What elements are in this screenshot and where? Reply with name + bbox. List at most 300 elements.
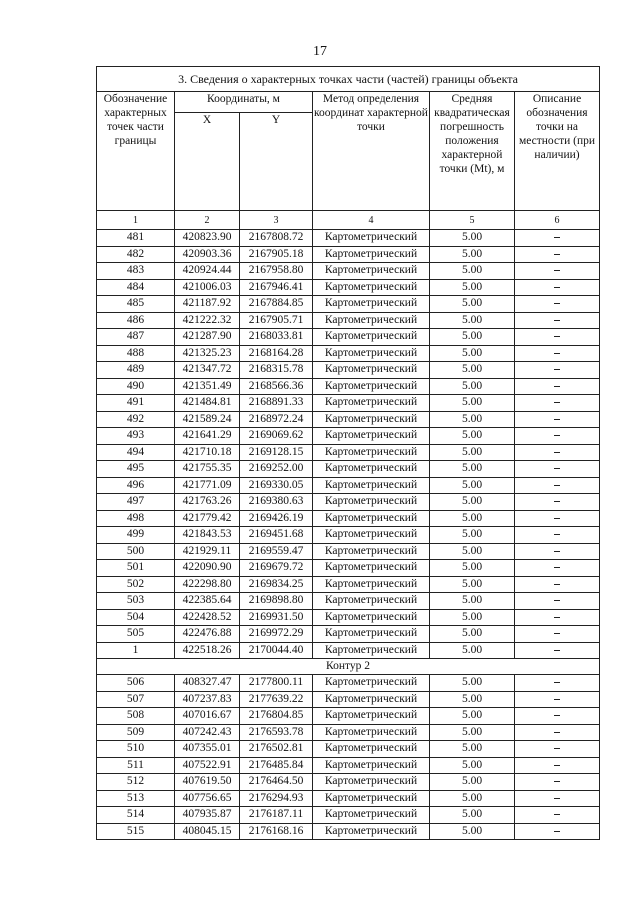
dash-mark — [554, 732, 560, 733]
dash-mark — [554, 650, 560, 651]
accuracy: 5.00 — [430, 329, 515, 346]
table-row — [97, 790, 600, 807]
point-id: 1 — [97, 642, 175, 659]
dash-mark — [554, 617, 560, 618]
table-row — [97, 593, 600, 610]
description — [515, 362, 600, 379]
description — [515, 527, 600, 544]
dash-mark — [554, 699, 560, 700]
dash-mark — [554, 254, 560, 255]
dash-mark — [554, 518, 560, 519]
table-row — [97, 823, 600, 840]
coord-y: 2176485.84 — [240, 757, 313, 774]
table-row — [97, 626, 600, 643]
accuracy: 5.00 — [430, 411, 515, 428]
method: Картометрический — [313, 246, 430, 263]
table-row — [97, 494, 600, 511]
description — [515, 263, 600, 280]
coord-y: 2176294.93 — [240, 790, 313, 807]
coord-y: 2169451.68 — [240, 527, 313, 544]
coord-y: 2176464.50 — [240, 774, 313, 791]
dash-mark — [554, 320, 560, 321]
table-row — [97, 395, 600, 412]
table-row — [97, 296, 600, 313]
accuracy: 5.00 — [430, 263, 515, 280]
description — [515, 642, 600, 659]
table-row — [97, 428, 600, 445]
point-id: 511 — [97, 757, 175, 774]
description — [515, 230, 600, 247]
method: Картометрический — [313, 626, 430, 643]
table-row — [97, 642, 600, 659]
dash-mark — [554, 814, 560, 815]
point-id: 501 — [97, 560, 175, 577]
accuracy: 5.00 — [430, 626, 515, 643]
coord-y: 2167808.72 — [240, 230, 313, 247]
point-id: 493 — [97, 428, 175, 445]
point-id: 512 — [97, 774, 175, 791]
dash-mark — [554, 633, 560, 634]
method: Картометрический — [313, 593, 430, 610]
method: Картометрический — [313, 230, 430, 247]
column-number: 6 — [515, 211, 600, 230]
point-id: 506 — [97, 675, 175, 692]
accuracy: 5.00 — [430, 279, 515, 296]
coord-y: 2169252.00 — [240, 461, 313, 478]
description — [515, 444, 600, 461]
method: Картометрический — [313, 691, 430, 708]
contour-heading-row — [97, 659, 600, 675]
table-row — [97, 510, 600, 527]
method: Картометрический — [313, 510, 430, 527]
description — [515, 428, 600, 445]
description — [515, 724, 600, 741]
coord-x: 422298.80 — [175, 576, 240, 593]
column-number: 1 — [97, 211, 175, 230]
coord-y: 2176502.81 — [240, 741, 313, 758]
coord-y: 2168033.81 — [240, 329, 313, 346]
table-row — [97, 560, 600, 577]
accuracy: 5.00 — [430, 395, 515, 412]
table-row — [97, 724, 600, 741]
dash-mark — [554, 584, 560, 585]
header-point-designation: Обозначение характерных точек части границы — [97, 92, 175, 211]
point-id: 505 — [97, 626, 175, 643]
accuracy: 5.00 — [430, 807, 515, 824]
description — [515, 329, 600, 346]
table-row — [97, 757, 600, 774]
accuracy: 5.00 — [430, 593, 515, 610]
dash-mark — [554, 419, 560, 420]
coord-y: 2169128.15 — [240, 444, 313, 461]
description — [515, 395, 600, 412]
accuracy: 5.00 — [430, 708, 515, 725]
point-id: 484 — [97, 279, 175, 296]
table-row — [97, 609, 600, 626]
header-coordinates: Координаты, м — [175, 92, 313, 113]
coord-y: 2169834.25 — [240, 576, 313, 593]
method: Картометрический — [313, 378, 430, 395]
accuracy: 5.00 — [430, 609, 515, 626]
coord-x: 421710.18 — [175, 444, 240, 461]
method: Картометрический — [313, 263, 430, 280]
accuracy: 5.00 — [430, 675, 515, 692]
coord-x: 407935.87 — [175, 807, 240, 824]
coord-y: 2169330.05 — [240, 477, 313, 494]
coord-x: 408045.15 — [175, 823, 240, 840]
coord-y: 2176593.78 — [240, 724, 313, 741]
table-row — [97, 329, 600, 346]
accuracy: 5.00 — [430, 527, 515, 544]
method: Картометрический — [313, 461, 430, 478]
coord-x: 408327.47 — [175, 675, 240, 692]
description — [515, 510, 600, 527]
table-row — [97, 543, 600, 560]
dash-mark — [554, 303, 560, 304]
coord-x: 421484.81 — [175, 395, 240, 412]
coord-x: 421222.32 — [175, 312, 240, 329]
point-id: 504 — [97, 609, 175, 626]
point-id: 515 — [97, 823, 175, 840]
point-id: 483 — [97, 263, 175, 280]
dash-mark — [554, 781, 560, 782]
method: Картометрический — [313, 560, 430, 577]
coord-y: 2168891.33 — [240, 395, 313, 412]
coord-x: 420903.36 — [175, 246, 240, 263]
method: Картометрический — [313, 428, 430, 445]
method: Картометрический — [313, 741, 430, 758]
coord-y: 2168566.36 — [240, 378, 313, 395]
coord-x: 421006.03 — [175, 279, 240, 296]
dash-mark — [554, 468, 560, 469]
method: Картометрический — [313, 279, 430, 296]
point-id: 509 — [97, 724, 175, 741]
coord-x: 407619.50 — [175, 774, 240, 791]
dash-mark — [554, 765, 560, 766]
dash-mark — [554, 748, 560, 749]
accuracy: 5.00 — [430, 757, 515, 774]
dash-mark — [554, 501, 560, 502]
coord-x: 421287.90 — [175, 329, 240, 346]
accuracy: 5.00 — [430, 246, 515, 263]
coord-x: 421187.92 — [175, 296, 240, 313]
coord-x: 407756.65 — [175, 790, 240, 807]
coord-x: 407522.91 — [175, 757, 240, 774]
coord-x: 421755.35 — [175, 461, 240, 478]
method: Картометрический — [313, 362, 430, 379]
description — [515, 790, 600, 807]
description — [515, 246, 600, 263]
method: Картометрический — [313, 774, 430, 791]
dash-mark — [554, 402, 560, 403]
method: Картометрический — [313, 708, 430, 725]
coord-y: 2169069.62 — [240, 428, 313, 445]
point-id: 482 — [97, 246, 175, 263]
point-id: 500 — [97, 543, 175, 560]
coord-x: 422476.88 — [175, 626, 240, 643]
dash-mark — [554, 567, 560, 568]
coord-y: 2167884.85 — [240, 296, 313, 313]
description — [515, 576, 600, 593]
method: Картометрический — [313, 296, 430, 313]
dash-mark — [554, 600, 560, 601]
accuracy: 5.00 — [430, 230, 515, 247]
coord-y: 2169931.50 — [240, 609, 313, 626]
table-row — [97, 279, 600, 296]
point-id: 495 — [97, 461, 175, 478]
accuracy: 5.00 — [430, 724, 515, 741]
description — [515, 477, 600, 494]
accuracy: 5.00 — [430, 296, 515, 313]
coord-y: 2169972.29 — [240, 626, 313, 643]
accuracy: 5.00 — [430, 362, 515, 379]
description — [515, 807, 600, 824]
point-id: 488 — [97, 345, 175, 362]
coord-y: 2177639.22 — [240, 691, 313, 708]
point-id: 486 — [97, 312, 175, 329]
accuracy: 5.00 — [430, 790, 515, 807]
method: Картометрический — [313, 444, 430, 461]
point-id: 508 — [97, 708, 175, 725]
description — [515, 593, 600, 610]
method: Картометрический — [313, 790, 430, 807]
coord-x: 407242.43 — [175, 724, 240, 741]
description — [515, 345, 600, 362]
description — [515, 823, 600, 840]
coord-y: 2167958.80 — [240, 263, 313, 280]
boundary-points-table — [96, 66, 600, 840]
coord-x: 420924.44 — [175, 263, 240, 280]
table-row — [97, 675, 600, 692]
description — [515, 296, 600, 313]
dash-mark — [554, 452, 560, 453]
method: Картометрический — [313, 411, 430, 428]
description — [515, 626, 600, 643]
coord-y: 2176168.16 — [240, 823, 313, 840]
description — [515, 757, 600, 774]
dash-mark — [554, 435, 560, 436]
accuracy: 5.00 — [430, 378, 515, 395]
coord-x: 421351.49 — [175, 378, 240, 395]
method: Картометрический — [313, 345, 430, 362]
dash-mark — [554, 485, 560, 486]
description — [515, 494, 600, 511]
coord-y: 2176187.11 — [240, 807, 313, 824]
description — [515, 543, 600, 560]
description — [515, 560, 600, 577]
description — [515, 378, 600, 395]
accuracy: 5.00 — [430, 345, 515, 362]
method: Картометрический — [313, 823, 430, 840]
coord-y: 2169679.72 — [240, 560, 313, 577]
page-number: 17 — [313, 44, 327, 59]
table-row — [97, 708, 600, 725]
coord-x: 421589.24 — [175, 411, 240, 428]
accuracy: 5.00 — [430, 576, 515, 593]
table-row — [97, 312, 600, 329]
coord-x: 421763.26 — [175, 494, 240, 511]
dash-mark — [554, 715, 560, 716]
dash-mark — [554, 386, 560, 387]
dash-mark — [554, 237, 560, 238]
point-id: 485 — [97, 296, 175, 313]
table-row — [97, 263, 600, 280]
accuracy: 5.00 — [430, 691, 515, 708]
table-row — [97, 576, 600, 593]
accuracy: 5.00 — [430, 642, 515, 659]
coord-y: 2167905.18 — [240, 246, 313, 263]
coord-x: 407237.83 — [175, 691, 240, 708]
accuracy: 5.00 — [430, 477, 515, 494]
coord-y: 2168164.28 — [240, 345, 313, 362]
method: Картометрический — [313, 527, 430, 544]
contour-label: Контур 2 — [97, 659, 600, 675]
header-description: Описание обозначения точки на местности (при наличии) — [515, 92, 600, 211]
description — [515, 411, 600, 428]
table-row — [97, 230, 600, 247]
point-id: 498 — [97, 510, 175, 527]
coord-y: 2169380.63 — [240, 494, 313, 511]
accuracy: 5.00 — [430, 428, 515, 445]
coord-x: 422518.26 — [175, 642, 240, 659]
description — [515, 708, 600, 725]
point-id: 513 — [97, 790, 175, 807]
table-row — [97, 527, 600, 544]
description — [515, 741, 600, 758]
point-id: 510 — [97, 741, 175, 758]
accuracy: 5.00 — [430, 510, 515, 527]
method: Картометрический — [313, 543, 430, 560]
point-id: 499 — [97, 527, 175, 544]
coord-y: 2168972.24 — [240, 411, 313, 428]
method: Картометрический — [313, 494, 430, 511]
accuracy: 5.00 — [430, 741, 515, 758]
accuracy: 5.00 — [430, 494, 515, 511]
coord-x: 421929.11 — [175, 543, 240, 560]
header-accuracy: Средняя квадратическая погрешность положения характерной точки (Mt), м — [430, 92, 515, 211]
method: Картометрический — [313, 395, 430, 412]
table-row — [97, 461, 600, 478]
dash-mark — [554, 336, 560, 337]
point-id: 507 — [97, 691, 175, 708]
dash-mark — [554, 534, 560, 535]
coord-y: 2167905.71 — [240, 312, 313, 329]
table-row — [97, 362, 600, 379]
coord-x: 422090.90 — [175, 560, 240, 577]
accuracy: 5.00 — [430, 543, 515, 560]
coord-x: 421771.09 — [175, 477, 240, 494]
method: Картометрический — [313, 724, 430, 741]
method: Картометрический — [313, 757, 430, 774]
coord-x: 407016.67 — [175, 708, 240, 725]
method: Картометрический — [313, 675, 430, 692]
point-id: 489 — [97, 362, 175, 379]
description — [515, 609, 600, 626]
method: Картометрический — [313, 807, 430, 824]
header-y: Y — [240, 113, 313, 211]
accuracy: 5.00 — [430, 444, 515, 461]
coord-x: 422428.52 — [175, 609, 240, 626]
table-row — [97, 378, 600, 395]
point-id: 514 — [97, 807, 175, 824]
point-id: 497 — [97, 494, 175, 511]
coord-y: 2169426.19 — [240, 510, 313, 527]
column-number: 5 — [430, 211, 515, 230]
table-row — [97, 691, 600, 708]
coord-y: 2177800.11 — [240, 675, 313, 692]
accuracy: 5.00 — [430, 312, 515, 329]
method: Картометрический — [313, 609, 430, 626]
coord-x: 421843.53 — [175, 527, 240, 544]
table-row — [97, 477, 600, 494]
point-id: 503 — [97, 593, 175, 610]
dash-mark — [554, 270, 560, 271]
point-id: 496 — [97, 477, 175, 494]
dash-mark — [554, 369, 560, 370]
table-row — [97, 246, 600, 263]
method: Картометрический — [313, 477, 430, 494]
method: Картометрический — [313, 576, 430, 593]
accuracy: 5.00 — [430, 560, 515, 577]
header-method: Метод определения координат характерной точки — [313, 92, 430, 211]
method: Картометрический — [313, 312, 430, 329]
coord-x: 420823.90 — [175, 230, 240, 247]
description — [515, 279, 600, 296]
dash-mark — [554, 551, 560, 552]
table-row — [97, 345, 600, 362]
description — [515, 312, 600, 329]
dash-mark — [554, 831, 560, 832]
coord-x: 421325.23 — [175, 345, 240, 362]
point-id: 490 — [97, 378, 175, 395]
point-id: 502 — [97, 576, 175, 593]
header-x: X — [175, 113, 240, 211]
method: Картометрический — [313, 642, 430, 659]
coord-y: 2170044.40 — [240, 642, 313, 659]
dash-mark — [554, 682, 560, 683]
coord-x: 421347.72 — [175, 362, 240, 379]
coord-y: 2169559.47 — [240, 543, 313, 560]
coord-x: 421641.29 — [175, 428, 240, 445]
dash-mark — [554, 287, 560, 288]
description — [515, 774, 600, 791]
column-number: 4 — [313, 211, 430, 230]
coord-x: 421779.42 — [175, 510, 240, 527]
coord-y: 2169898.80 — [240, 593, 313, 610]
method: Картометрический — [313, 329, 430, 346]
table-row — [97, 444, 600, 461]
dash-mark — [554, 798, 560, 799]
accuracy: 5.00 — [430, 774, 515, 791]
accuracy: 5.00 — [430, 823, 515, 840]
accuracy: 5.00 — [430, 461, 515, 478]
coord-y: 2176804.85 — [240, 708, 313, 725]
table-row — [97, 741, 600, 758]
point-id: 487 — [97, 329, 175, 346]
section-title: 3. Сведения о характерных точках части (частей) границы объекта — [97, 67, 600, 92]
coord-y: 2167946.41 — [240, 279, 313, 296]
point-id: 481 — [97, 230, 175, 247]
column-number: 2 — [175, 211, 240, 230]
description — [515, 691, 600, 708]
table-row — [97, 411, 600, 428]
coord-x: 422385.64 — [175, 593, 240, 610]
description — [515, 461, 600, 478]
point-id: 494 — [97, 444, 175, 461]
point-id: 491 — [97, 395, 175, 412]
description — [515, 675, 600, 692]
table-row — [97, 774, 600, 791]
